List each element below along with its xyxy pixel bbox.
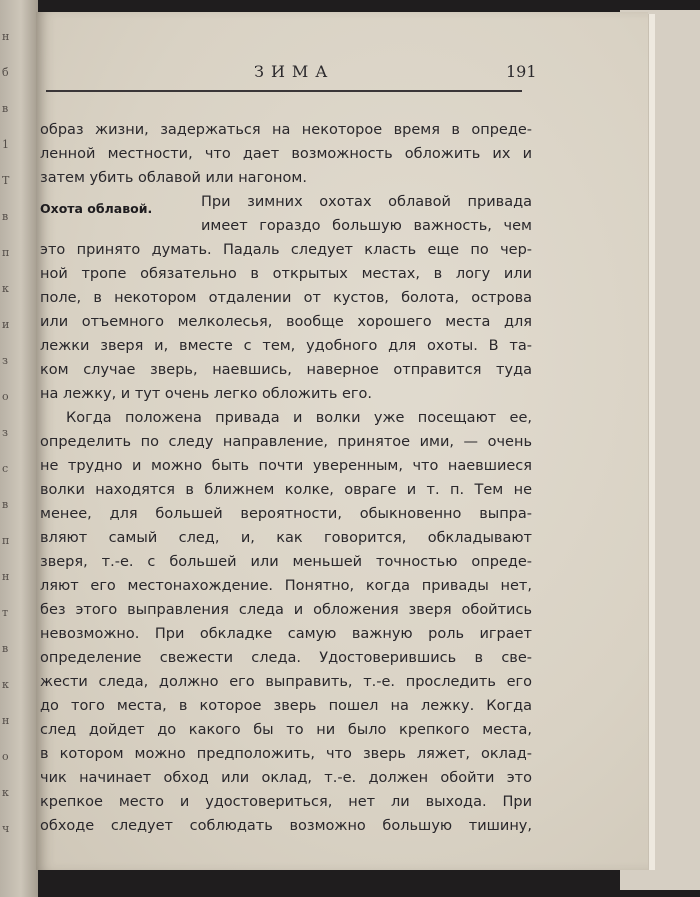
left-page-text-fragment: з (2, 426, 8, 439)
text-line: ной тропе обязательно в открытых местах, в логу или (40, 266, 532, 282)
left-page-text-fragment: с (2, 462, 9, 475)
text-line: до того места, в которое зверь пошел на лежку. Когда (40, 698, 532, 714)
text-line: определить по следу направление, принятое ими, — очень (40, 434, 532, 450)
left-page-text-fragment: о (2, 390, 9, 403)
text-line: не трудно и можно быть почти уверенным, что наевшиеся (40, 458, 532, 474)
text-line: волки находятся в ближнем колке, овраге и т. п. Тем не (40, 482, 532, 498)
text-line: жести следа, должно его выправить, т.-е. проследить его (40, 674, 532, 690)
page-number: 191 (506, 62, 537, 81)
text-line: затем убить облавой или нагоном. (40, 170, 307, 186)
text-line: ком случае зверь, наевшись, наверное отправится туда (40, 362, 532, 378)
left-page-text-fragment: п (2, 246, 10, 259)
text-line: лежки зверя и, вместе с тем, удобного для охоты. В та- (40, 338, 532, 354)
text-line: зверя, т.-е. с большей или меньшей точностью опреде- (40, 554, 532, 570)
text-line: след дойдет до какого бы то ни было крепкого места, (40, 722, 532, 738)
chapter-title: ЗИМА (254, 62, 335, 81)
left-page-fragment (0, 0, 38, 897)
left-page-text-fragment: в (2, 498, 9, 511)
text-line: или отъемного мелколесья, вообще хорошего места для (40, 314, 532, 330)
left-page-text-fragment: в (2, 102, 9, 115)
left-page-text-fragment: п (2, 534, 10, 547)
left-page-text-fragment: к (2, 678, 9, 691)
page-stack-edge (648, 14, 655, 870)
text-line: в котором можно предположить, что зверь ляжет, оклад- (40, 746, 532, 762)
margin-note: Охота облавой. (40, 201, 153, 216)
text-line: поле, в некотором отдалении от кустов, болота, острова (40, 290, 532, 306)
text-line: обходе следует соблюдать возможно большую тишину, (40, 818, 532, 834)
text-line: вляют самый след, и, как говорится, обкладывают (40, 530, 532, 546)
text-line: определение свежести следа. Удостоверившись в све- (40, 650, 532, 666)
left-page-text-fragment: н (2, 714, 10, 727)
left-page-text-fragment: 1 (2, 138, 9, 151)
book-page (36, 12, 648, 870)
text-line: без этого выправления следа и обложения зверя обойтись (40, 602, 532, 618)
left-page-text-fragment: в (2, 210, 9, 223)
left-page-text-fragment: и (2, 318, 10, 331)
body-text (36, 12, 648, 870)
text-line: ляют его местонахождение. Понятно, когда привады нет, (40, 578, 532, 594)
left-page-text-fragment: б (2, 66, 9, 79)
left-page-text-fragment: н (2, 30, 10, 43)
left-page-text-fragment: з (2, 354, 8, 367)
text-line: ленной местности, что дает возможность обложить их и (40, 146, 532, 162)
text-line: Когда положена привада и волки уже посещают ее, (66, 410, 532, 426)
left-page-text-fragment: в (2, 642, 9, 655)
text-line: на лежку, и тут очень легко обложить его. (40, 386, 372, 402)
text-line: это принято думать. Падаль следует класть еще по чер- (40, 242, 532, 258)
text-line: При зимних охотах облавой привада (201, 194, 532, 210)
left-page-text-fragment: ч (2, 822, 10, 835)
left-page-text-fragment: о (2, 750, 9, 763)
text-line: менее, для большей вероятности, обыкновенно выпра- (40, 506, 532, 522)
left-page-text-fragment: к (2, 786, 9, 799)
text-line: образ жизни, задержаться на некоторое время в опреде- (40, 122, 532, 138)
text-line: невозможно. При обкладке самую важную роль играет (40, 626, 532, 642)
left-page-text-fragment: к (2, 282, 9, 295)
text-line: имеет гораздо большую важность, чем (201, 218, 532, 234)
left-page-text-fragment: т (2, 606, 9, 619)
left-page-text-fragment: н (2, 570, 10, 583)
text-line: крепкое место и удостовериться, нет ли выхода. При (40, 794, 532, 810)
left-page-text-fragment: Т (2, 174, 10, 187)
text-line: чик начинает обход или оклад, т.-е. должен обойти это (40, 770, 532, 786)
